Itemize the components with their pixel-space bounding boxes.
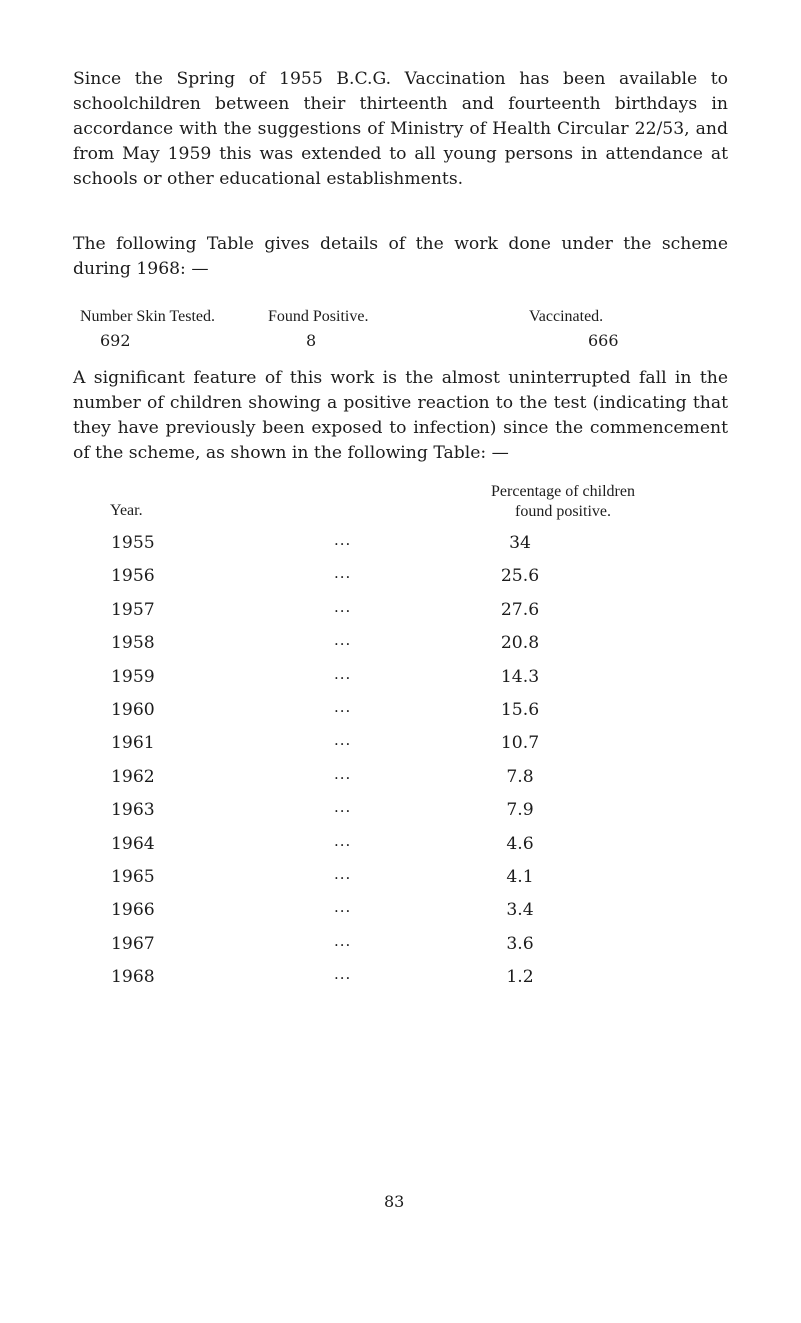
row-year: 1957 xyxy=(111,599,155,620)
row-leader-dots: ... xyxy=(334,864,352,883)
row-percent: 27.6 xyxy=(500,599,540,620)
percentage-table-rows xyxy=(0,533,801,1000)
intro-paragraph: Since the Spring of 1955 B.C.G. Vaccination has been available to schoolchildren between their thirteenth and fourteenth birthdays in accordance with the suggestions of Ministry of Health Circular 22/53, and from May 1959 this was extended to all young persons in attendance at schools or other educational establishments. xyxy=(73,69,728,189)
row-year: 1960 xyxy=(111,699,155,720)
year-column-header: Year. xyxy=(110,502,143,519)
percentage-table xyxy=(0,482,801,1042)
row-percent: 14.3 xyxy=(500,666,540,687)
row-percent: 15.6 xyxy=(500,699,540,720)
summary-value-vaccinated: 666 xyxy=(588,331,619,350)
percent-column-header xyxy=(458,482,668,522)
summary-header-vaccinated: Vaccinated. xyxy=(529,308,604,325)
row-percent: 1.2 xyxy=(506,967,534,988)
row-year: 1961 xyxy=(111,733,155,754)
row-percent: 20.8 xyxy=(500,633,540,654)
row-percent: 10.7 xyxy=(500,733,540,754)
percent-header-line2: found positive. xyxy=(515,503,611,520)
row-leader-dots: ... xyxy=(334,798,352,817)
row-leader-dots: ... xyxy=(334,831,352,850)
table-intro-paragraph: The following Table gives details of the work done under the scheme during 1968: — xyxy=(73,234,728,279)
table-row xyxy=(0,566,801,599)
row-percent: 3.6 xyxy=(506,933,534,954)
summary-value-found-positive: 8 xyxy=(306,331,317,350)
summary-header-found-positive: Found Positive. xyxy=(268,308,369,325)
summary-header-skin-tested: Number Skin Tested. xyxy=(80,308,216,325)
row-percent: 7.9 xyxy=(506,800,534,821)
row-year: 1964 xyxy=(111,833,155,854)
page-number: 83 xyxy=(384,1192,405,1211)
table-row xyxy=(0,900,801,933)
row-percent: 4.1 xyxy=(506,866,534,887)
row-year: 1963 xyxy=(111,800,155,821)
table-row xyxy=(0,831,801,867)
table-row xyxy=(0,533,801,566)
table-row xyxy=(0,664,801,700)
row-percent: 4.6 xyxy=(506,833,534,854)
table-row xyxy=(0,697,801,733)
row-year: 1968 xyxy=(111,967,155,988)
row-leader-dots: ... xyxy=(334,564,352,583)
row-year: 1966 xyxy=(111,900,155,921)
row-leader-dots: ... xyxy=(334,697,352,716)
table-row xyxy=(0,967,801,1000)
row-leader-dots: ... xyxy=(334,931,352,950)
table-row xyxy=(0,733,801,766)
row-percent: 7.8 xyxy=(506,766,534,787)
table-row xyxy=(0,764,801,800)
row-leader-dots: ... xyxy=(334,731,352,750)
row-year: 1962 xyxy=(111,766,155,787)
row-leader-dots: ... xyxy=(334,764,352,783)
row-year: 1965 xyxy=(111,866,155,887)
feature-paragraph: A significant feature of this work is the almost uninterrupted fall in the number of children showing a positive reaction to the test (indicating that they have previously been exposed to infection) since the commencement of the scheme, as shown in the following Table: — xyxy=(73,368,728,463)
row-leader-dots: ... xyxy=(334,664,352,683)
summary-value-skin-tested: 692 xyxy=(100,331,131,350)
table-row xyxy=(0,931,801,967)
row-percent: 25.6 xyxy=(500,566,540,587)
table-row xyxy=(0,633,801,666)
row-leader-dots: ... xyxy=(334,965,352,984)
row-percent: 34 xyxy=(509,533,531,553)
row-percent: 3.4 xyxy=(506,900,534,921)
row-year: 1959 xyxy=(111,666,155,687)
table-row xyxy=(0,800,801,833)
table-row xyxy=(0,597,801,633)
row-leader-dots: ... xyxy=(334,597,352,616)
row-leader-dots: ... xyxy=(334,898,352,917)
row-year: 1955 xyxy=(111,533,155,553)
row-year: 1967 xyxy=(111,933,155,954)
row-year: 1958 xyxy=(111,633,155,654)
row-year: 1956 xyxy=(111,566,155,587)
row-leader-dots: ... xyxy=(334,631,352,650)
table-row xyxy=(0,864,801,900)
percent-header-line1: Percentage of children xyxy=(491,483,635,500)
row-leader-dots: ... xyxy=(334,531,352,549)
